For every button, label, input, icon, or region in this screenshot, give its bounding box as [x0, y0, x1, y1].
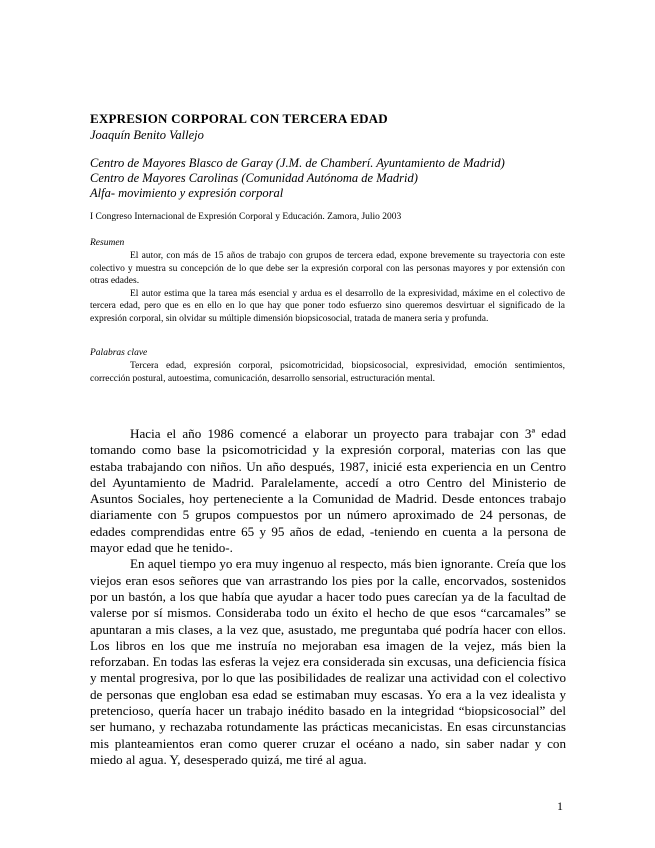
keywords-text [90, 360, 565, 385]
author-name: Joaquín Benito Vallejo [90, 128, 204, 142]
conference-line: I Congreso Internacional de Expresión Corporal y Educación. Zamora, Julio 2003 [90, 212, 402, 222]
body-paragraph: Hacia el año 1986 comencé a elaborar un proyecto para trabajar con 3ª edad tomando como base la psicomotricidad y la expresión corporal, materias con las que estaba trabajando con niños. Un año después, 1987, inicié esta experiencia en un Centro del Ayuntamiento de Madrid. Paralelamente, accedí a otro Centro del Ministerio de Asuntos Sociales, hoy perteneciente a la Comunidad de Madrid. Desde entonces trabajo diariamente con 5 grupos compuestos por un número aproximado de 24 personas, de edades comprendidas entre 65 y 95 años de edad, -teniendo en cuenta a la persona de mayor edad que he tenido-. [90, 426, 566, 556]
document-title: EXPRESION CORPORAL CON TERCERA EDAD [90, 111, 388, 126]
keywords-label: Palabras clave [90, 348, 148, 358]
abstract-text [90, 250, 565, 326]
abstract-paragraph: El autor estima que la tarea más esencial y ardua es el desarrollo de la expresividad, máxime en el colectivo de tercera edad, pero que es en ello en lo que hay que poner todo esfuerzo sino queremos desvirtuar el significado de la expresión corporal, sin olvidar su múltiple dimensión biopsicosocial, tratada de manera seria y profunda. [90, 288, 565, 324]
page-number: 1 [557, 799, 563, 813]
abstract-label: Resumen [90, 238, 125, 248]
affiliation-3: Alfa- movimiento y expresión corporal [90, 186, 284, 200]
body-paragraph: En aquel tiempo yo era muy ingenuo al respecto, más bien ignorante. Creía que los viejos eran esos señores que van arrastrando los pies por la calle, encorvados, sostenidos por un bastón, a los que había que ayudar a hacer todo pues carecían ya de la facultad de valerse por sí mismos. Consideraba todo un éxito el hecho de que esos “carcamales” se apuntaran a mis clases, a la vez que, asustado, me preguntaba qué podría hacer con ellos. Los libros en los que me instruía no mejoraban esa imagen de la vejez, más bien la reforzaban. En todas las esferas la vejez era considerada sin excusas, una deficiencia física y mental progresiva, por lo que las posibilidades de realizar una actividad con el colectivo de personas que engloban esa edad se estimaban muy escasas. Yo era a la vez idealista y pretencioso, quería hacer un trabajo inédito basado en la integridad “biopsicosocial” del ser humano, y rechazaba rotundamente las prácticas mecanicistas. En esas circunstancias mis planteamientos eran como querer cruzar el océano a nado, sin saber nadar y con miedo al agua. Y, desesperado quizá, me tiré al agua. [90, 556, 566, 767]
abstract-paragraph: El autor, con más de 15 años de trabajo con grupos de tercera edad, expone brevemente su trayectoria con este colectivo y muestra su concepción de lo que debe ser la expresión corporal con las personas mayores y por extensión con otras edades. [90, 251, 565, 287]
keywords-paragraph: Tercera edad, expresión corporal, psicomotricidad, biopsicosocial, expresividad, emoción sentimientos, corrección postural, autoestima, comunicación, desarrollo sensorial, estructuración mental. [90, 361, 565, 384]
affiliation-2: Centro de Mayores Carolinas (Comunidad Autónoma de Madrid) [90, 171, 418, 185]
body-text [90, 426, 566, 768]
affiliation-1: Centro de Mayores Blasco de Garay (J.M. de Chamberí. Ayuntamiento de Madrid) [90, 156, 505, 170]
